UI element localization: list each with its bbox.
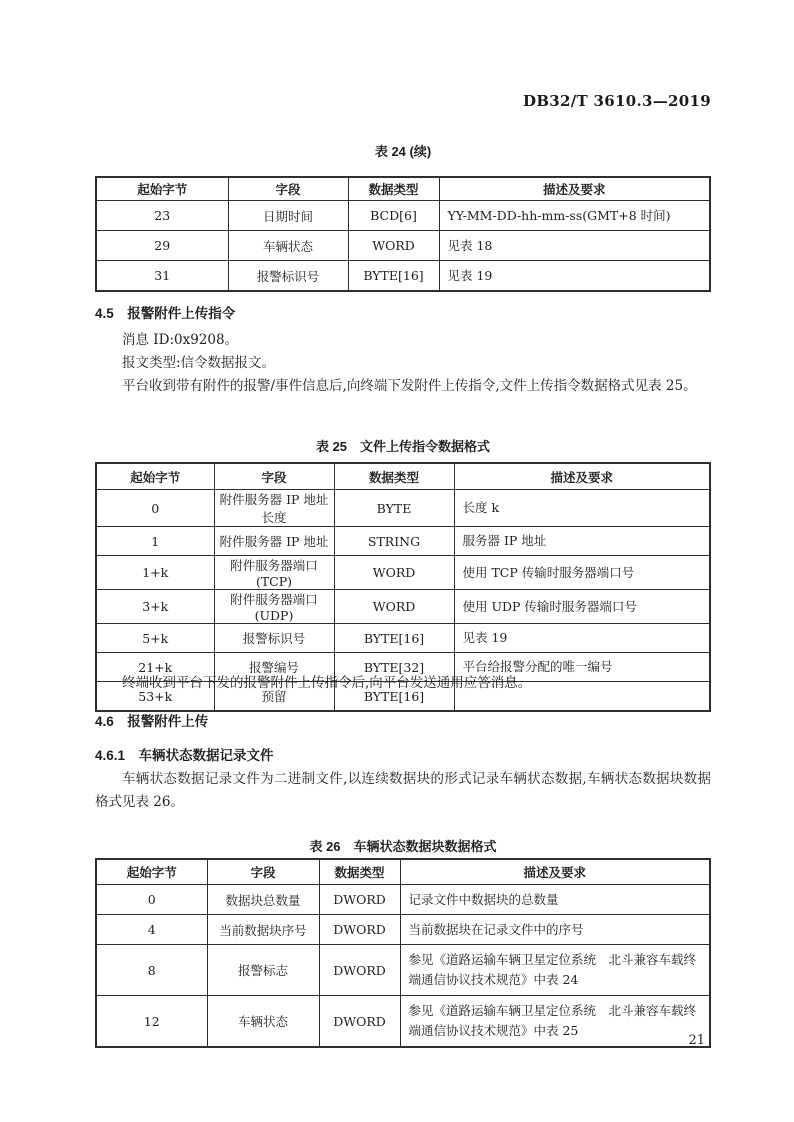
paragraph-terminal-response: 终端收到平台下发的报警附件上传指令后,向平台发送通用应答消息。	[122, 675, 532, 691]
cell: 使用 UDP 传输时服务器端口号	[454, 590, 710, 624]
cell: WORD	[334, 590, 454, 624]
table-26-caption: 表 26 车辆状态数据块数据格式	[309, 839, 497, 854]
paragraph-message-id: 消息 ID:0x9208。	[122, 332, 239, 348]
header-cell: 字段	[214, 463, 334, 490]
cell: 预留	[214, 682, 334, 712]
cell: WORD	[348, 231, 439, 261]
section-4-6-1-heading: 4.6.1 车辆状态数据记录文件	[95, 748, 274, 763]
cell: DWORD	[319, 945, 400, 996]
header-cell: 数据类型	[319, 859, 400, 885]
header-cell: 起始字节	[96, 177, 228, 201]
cell: 29	[96, 231, 228, 261]
table-24-header-row	[96, 177, 710, 201]
cell: 参见《道路运输车辆卫星定位系统 北斗兼容车载终端通信协议技术规范》中表 24	[400, 945, 710, 996]
table-row	[96, 915, 710, 945]
cell: 车辆状态	[228, 231, 348, 261]
paragraph-platform-instruction: 平台收到带有附件的报警/事件信息后,向终端下发附件上传指令,文件上传指令数据格式见表 25。	[122, 378, 697, 394]
table-24	[95, 176, 711, 292]
cell: 服务器 IP 地址	[454, 527, 710, 556]
cell: 日期时间	[228, 201, 348, 231]
table-row	[96, 885, 710, 915]
header-cell: 数据类型	[334, 463, 454, 490]
cell: 平台给报警分配的唯一编号	[454, 653, 710, 682]
standard-number-header: DB32/T 3610.3—2019	[523, 92, 711, 110]
cell: 0	[96, 490, 214, 527]
cell: 见表 19	[439, 261, 710, 292]
cell: 当前数据块序号	[207, 915, 319, 945]
cell: 车辆状态	[207, 996, 319, 1048]
cell: BYTE	[334, 490, 454, 527]
header-cell: 数据类型	[348, 177, 439, 201]
cell: DWORD	[319, 996, 400, 1048]
cell: 23	[96, 201, 228, 231]
cell: 使用 TCP 传输时服务器端口号	[454, 556, 710, 590]
header-cell: 描述及要求	[454, 463, 710, 490]
table-25-caption: 表 25 文件上传指令数据格式	[315, 439, 491, 454]
header-cell: 起始字节	[96, 463, 214, 490]
section-4-5-heading: 4.5 报警附件上传指令	[95, 306, 236, 321]
cell: 21+k	[96, 653, 214, 682]
cell: 附件服务器 IP 地址长度	[214, 490, 334, 527]
table-26	[95, 858, 711, 1048]
table-row	[96, 261, 710, 292]
cell: DWORD	[319, 885, 400, 915]
cell: 4	[96, 915, 207, 945]
cell: 报警标志	[207, 945, 319, 996]
cell: 数据块总数量	[207, 885, 319, 915]
cell: 附件服务器端口(TCP)	[214, 556, 334, 590]
table-row	[96, 231, 710, 261]
cell: 报警标识号	[228, 261, 348, 292]
cell: 3+k	[96, 590, 214, 624]
cell: 记录文件中数据块的总数量	[400, 885, 710, 915]
table-row	[96, 945, 710, 996]
cell: 5+k	[96, 624, 214, 653]
table-25-header-row	[96, 463, 710, 490]
cell: 当前数据块在记录文件中的序号	[400, 915, 710, 945]
cell: 参见《道路运输车辆卫星定位系统 北斗兼容车载终端通信协议技术规范》中表 25	[400, 996, 710, 1048]
cell: 报警标识号	[214, 624, 334, 653]
cell: BYTE[32]	[334, 653, 454, 682]
cell: WORD	[334, 556, 454, 590]
table-26-header-row	[96, 859, 710, 885]
cell: 31	[96, 261, 228, 292]
cell: BYTE[16]	[334, 624, 454, 653]
cell: 0	[96, 885, 207, 915]
table-row	[96, 590, 710, 624]
paragraph-vehicle-status-file: 车辆状态数据记录文件为二进制文件,以连续数据块的形式记录车辆状态数据,车辆状态数据块数据格式见表 26。	[95, 771, 711, 810]
paragraph-message-type: 报文类型:信令数据报文。	[122, 355, 276, 371]
cell: 长度 k	[454, 490, 710, 527]
page-number: 21	[688, 1033, 705, 1048]
table-row	[96, 556, 710, 590]
table-24-caption: 表 24 (续)	[374, 144, 432, 159]
cell: 附件服务器 IP 地址	[214, 527, 334, 556]
header-cell: 描述及要求	[400, 859, 710, 885]
table-row	[96, 201, 710, 231]
cell: 12	[96, 996, 207, 1048]
cell: BYTE[16]	[334, 682, 454, 712]
cell: STRING	[334, 527, 454, 556]
table-row	[96, 624, 710, 653]
table-row	[96, 527, 710, 556]
header-cell: 字段	[207, 859, 319, 885]
cell: 1+k	[96, 556, 214, 590]
header-cell: 起始字节	[96, 859, 207, 885]
section-4-6-heading: 4.6 报警附件上传	[95, 714, 209, 729]
table-row	[96, 490, 710, 527]
cell: 53+k	[96, 682, 214, 712]
cell: 8	[96, 945, 207, 996]
cell: YY-MM-DD-hh-mm-ss(GMT+8 时间)	[439, 201, 710, 231]
cell: BCD[6]	[348, 201, 439, 231]
header-cell: 描述及要求	[439, 177, 710, 201]
cell: 附件服务器端口(UDP)	[214, 590, 334, 624]
cell: 见表 18	[439, 231, 710, 261]
cell: BYTE[16]	[348, 261, 439, 292]
cell: 1	[96, 527, 214, 556]
cell: 见表 19	[454, 624, 710, 653]
cell: 报警编号	[214, 653, 334, 682]
header-cell: 字段	[228, 177, 348, 201]
cell: DWORD	[319, 915, 400, 945]
